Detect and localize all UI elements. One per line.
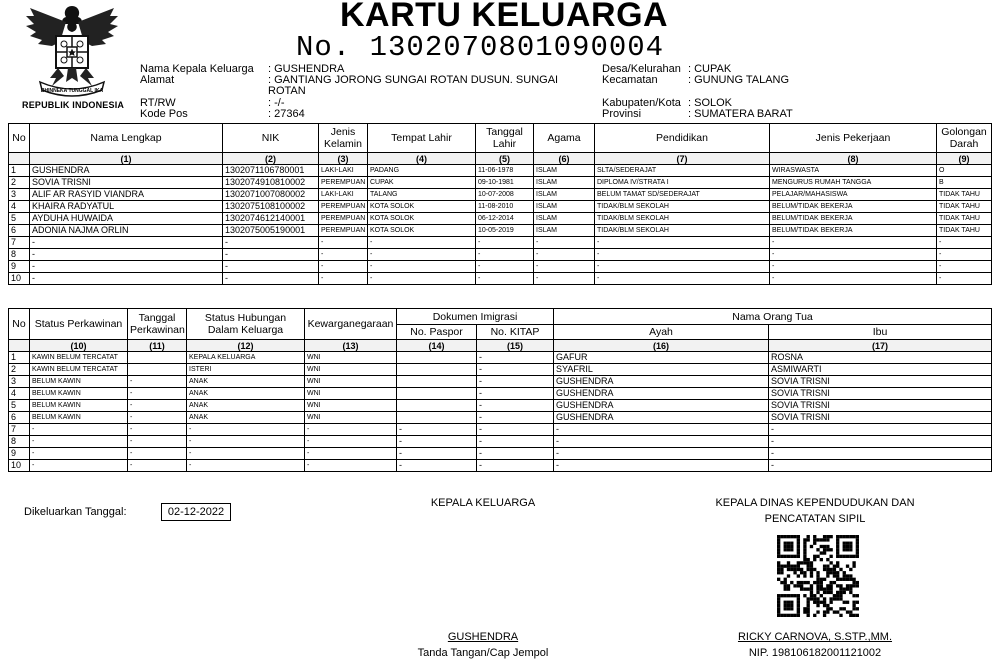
table-cell: SOVIA TRISNI: [769, 388, 992, 400]
table-cell: ISTERI: [187, 364, 305, 376]
table-cell: -: [30, 249, 223, 261]
table-cell: WIRASWASTA: [770, 165, 937, 177]
table-row: [9, 201, 992, 213]
kepala-keluarga-title: KEPALA KELUARGA: [430, 497, 536, 509]
table-cell: [397, 352, 477, 364]
table-cell: -: [397, 436, 477, 448]
index-label: (4): [368, 153, 476, 165]
table-cell: 1302071106780001: [223, 165, 319, 177]
index-label: (15): [477, 340, 554, 352]
table-cell: BELUM/TIDAK BEKERJA: [770, 201, 937, 213]
table-cell: -: [223, 273, 319, 285]
dinas-official-name: RICKY CARNOVA, S.STP.,MM.: [737, 631, 893, 643]
table-cell: ISLAM: [534, 213, 595, 225]
table-cell: -: [595, 273, 770, 285]
table-cell: -: [554, 424, 769, 436]
table-cell: [397, 376, 477, 388]
table-cell: -: [368, 261, 476, 273]
table-cell: SOVIA TRISNI: [769, 376, 992, 388]
table-cell: -: [319, 237, 368, 249]
table-cell: -: [187, 460, 305, 472]
value-kode-pos: : 27364: [268, 108, 305, 120]
col-kewarganegaraan: Kewarganegaraan: [305, 309, 397, 340]
table-cell: -: [769, 460, 992, 472]
table-cell: PEREMPUAN: [319, 225, 368, 237]
table-cell: BELUM KAWIN: [30, 388, 128, 400]
table-cell: 1: [9, 165, 30, 177]
table-cell: 1: [9, 352, 30, 364]
table-cell: 8: [9, 249, 30, 261]
col-status-perkawinan: Status Perkawinan: [30, 309, 128, 340]
table-cell: 6: [9, 412, 30, 424]
table-cell: ISLAM: [534, 189, 595, 201]
dinas-title-line1: KEPALA DINAS KEPENDUDUKAN DAN: [715, 497, 915, 509]
table-cell: TIDAK TAHU: [937, 201, 992, 213]
table-cell: -: [476, 261, 534, 273]
table-cell: [397, 364, 477, 376]
table-cell: -: [769, 448, 992, 460]
col-nama-orang-tua: Nama Orang Tua: [554, 309, 992, 325]
col-jenis-pekerjaan: Jenis Pekerjaan: [770, 124, 937, 153]
col-no: No: [9, 309, 30, 340]
table-cell: LAKI-LAKI: [319, 165, 368, 177]
table-cell: 1302071007080002: [223, 189, 319, 201]
table-cell: PEREMPUAN: [319, 177, 368, 189]
table-cell: 06-12-2014: [476, 213, 534, 225]
document-title: KARTU KELUARGA: [340, 0, 669, 34]
table-row: [9, 352, 992, 364]
table-cell: -: [477, 388, 554, 400]
value-kecamatan: : GUNUNG TALANG: [688, 74, 790, 86]
table-row: [9, 364, 992, 376]
table-cell: -: [305, 448, 397, 460]
table-cell: 8: [9, 436, 30, 448]
index-label: (13): [305, 340, 397, 352]
col-ibu: Ibu: [769, 325, 992, 340]
table-cell: 5: [9, 400, 30, 412]
table-row: [9, 412, 992, 424]
table-cell: -: [30, 261, 223, 273]
index-label: (11): [128, 340, 187, 352]
table-cell: 7: [9, 237, 30, 249]
table-cell: -: [187, 424, 305, 436]
table-cell: PEREMPUAN: [319, 213, 368, 225]
table-cell: 09-10-1981: [476, 177, 534, 189]
table-cell: 10-07-2008: [476, 189, 534, 201]
table-cell: ISLAM: [534, 165, 595, 177]
col-no-kitap: No. KITAP: [477, 325, 554, 340]
table-cell: TIDAK TAHU: [937, 189, 992, 201]
table-cell: BELUM KAWIN: [30, 400, 128, 412]
table-cell: -: [397, 460, 477, 472]
table-cell: -: [128, 400, 187, 412]
table-cell: -: [477, 448, 554, 460]
table-cell: ROSNA: [769, 352, 992, 364]
table-cell: -: [305, 424, 397, 436]
table-cell: GUSHENDRA: [554, 376, 769, 388]
table-cell: -: [476, 237, 534, 249]
table-cell: KAWIN BELUM TERCATAT: [30, 364, 128, 376]
table-cell: WNI: [305, 352, 397, 364]
table-cell: SYAFRIL: [554, 364, 769, 376]
table-cell: -: [30, 273, 223, 285]
table-cell: BELUM TAMAT SD/SEDERAJAT: [595, 189, 770, 201]
col-tanggal-perkawinan: Tanggal Perkawinan: [128, 309, 187, 340]
table-cell: BELUM/TIDAK BEKERJA: [770, 213, 937, 225]
table-cell: ANAK: [187, 400, 305, 412]
table-cell: TALANG: [368, 189, 476, 201]
value-desa: : CUPAK: [688, 63, 732, 75]
table-row: [9, 261, 992, 273]
table-cell: [397, 412, 477, 424]
label-kecamatan: Kecamatan: [602, 74, 658, 86]
table-cell: -: [476, 273, 534, 285]
table-cell: TIDAK/BLM SEKOLAH: [595, 225, 770, 237]
table-cell: 11-06-1978: [476, 165, 534, 177]
label-provinsi: Provinsi: [602, 108, 642, 120]
table-cell: -: [770, 249, 937, 261]
table-cell: 10: [9, 273, 30, 285]
table-row: [9, 177, 992, 189]
table-row: [9, 424, 992, 436]
table-cell: [128, 364, 187, 376]
table-cell: ASMIWARTI: [769, 364, 992, 376]
label-rt-rw: RT/RW: [140, 97, 176, 109]
qr-code-icon: [777, 535, 859, 617]
table-row: [9, 376, 992, 388]
value-rt-rw: : -/-: [268, 97, 285, 109]
table-cell: KEPALA KELUARGA: [187, 352, 305, 364]
table-cell: -: [770, 237, 937, 249]
table-cell: -: [397, 448, 477, 460]
issued-label: Dikeluarkan Tanggal:: [24, 506, 127, 518]
table-cell: GUSHENDRA: [30, 165, 223, 177]
table-row: [9, 165, 992, 177]
emblem-motto: BHINNEKA TUNGGAL IKA: [40, 88, 104, 94]
table-cell: ISLAM: [534, 201, 595, 213]
table-cell: -: [477, 364, 554, 376]
table-cell: KOTA SOLOK: [368, 225, 476, 237]
table-cell: BELUM KAWIN: [30, 376, 128, 388]
table-cell: ANAK: [187, 412, 305, 424]
table-cell: -: [223, 261, 319, 273]
index-label: (9): [937, 153, 992, 165]
table-cell: 10-05-2019: [476, 225, 534, 237]
table-cell: -: [477, 424, 554, 436]
table-cell: -: [30, 460, 128, 472]
table-cell: -: [368, 273, 476, 285]
table-cell: 10: [9, 460, 30, 472]
table-cell: ISLAM: [534, 225, 595, 237]
table-cell: -: [223, 249, 319, 261]
index-label: (12): [187, 340, 305, 352]
table-cell: -: [128, 460, 187, 472]
table-cell: -: [187, 448, 305, 460]
table-cell: KAWIN BELUM TERCATAT: [30, 352, 128, 364]
label-desa: Desa/Kelurahan: [602, 63, 681, 75]
value-kepala-keluarga: : GUSHENDRA: [268, 63, 345, 75]
value-provinsi: : SUMATERA BARAT: [688, 108, 793, 120]
dinas-official-nip: NIP. 198106182001121002: [748, 647, 882, 659]
table-cell: GUSHENDRA: [554, 412, 769, 424]
col-nik: NIK: [223, 124, 319, 153]
table-cell: LAKI-LAKI: [319, 189, 368, 201]
table-cell: -: [128, 412, 187, 424]
col-ayah: Ayah: [554, 325, 769, 340]
table-cell: -: [477, 412, 554, 424]
table-cell: -: [319, 261, 368, 273]
col-no: No: [9, 124, 30, 153]
table-cell: 1302075108100002: [223, 201, 319, 213]
table-row: [9, 388, 992, 400]
table-cell: 4: [9, 388, 30, 400]
table-cell: -: [128, 424, 187, 436]
value-alamat: : GANTIANG JORONG SUNGAI ROTAN DUSUN. SUNGAI ROTAN: [268, 74, 559, 97]
index-label: (5): [476, 153, 534, 165]
table-row: [9, 213, 992, 225]
table-cell: [397, 400, 477, 412]
table-cell: -: [128, 388, 187, 400]
table-cell: TIDAK/BLM SEKOLAH: [595, 201, 770, 213]
index-label: (6): [534, 153, 595, 165]
table-cell: 6: [9, 225, 30, 237]
table-cell: 9: [9, 448, 30, 460]
col-no-paspor: No. Paspor: [397, 325, 477, 340]
col-pendidikan: Pendidikan: [595, 124, 770, 153]
table-cell: -: [534, 249, 595, 261]
col-nama-lengkap: Nama Lengkap: [30, 124, 223, 153]
table-cell: KHAIRA RADYATUL: [30, 201, 223, 213]
table-cell: PEREMPUAN: [319, 201, 368, 213]
col-agama: Agama: [534, 124, 595, 153]
table-cell: SOVIA TRISNI: [769, 400, 992, 412]
table-cell: AYDUHA HUWAIDA: [30, 213, 223, 225]
table-cell: -: [319, 273, 368, 285]
table-cell: -: [368, 249, 476, 261]
table-cell: WNI: [305, 364, 397, 376]
table-cell: -: [128, 376, 187, 388]
table-cell: KOTA SOLOK: [368, 201, 476, 213]
table-cell: -: [937, 237, 992, 249]
table-cell: 7: [9, 424, 30, 436]
col-status-hubungan: Status Hubungan Dalam Keluarga: [187, 309, 305, 340]
country-label: REPUBLIK INDONESIA: [22, 100, 125, 110]
table-cell: GUSHENDRA: [554, 400, 769, 412]
label-kode-pos: Kode Pos: [140, 108, 188, 120]
table-cell: -: [397, 424, 477, 436]
table-cell: SOVIA TRISNI: [30, 177, 223, 189]
index-label: (14): [397, 340, 477, 352]
table-cell: 3: [9, 376, 30, 388]
table-cell: WNI: [305, 376, 397, 388]
col-dokumen-imigrasi: Dokumen Imigrasi: [397, 309, 554, 325]
table-cell: 1302074910810002: [223, 177, 319, 189]
label-kabupaten: Kabupaten/Kota: [602, 97, 681, 109]
table-row: [9, 189, 992, 201]
table-cell: -: [534, 273, 595, 285]
table-cell: ANAK: [187, 388, 305, 400]
table-cell: TIDAK TAHU: [937, 225, 992, 237]
table-row: [9, 436, 992, 448]
index-label: (3): [319, 153, 368, 165]
table-cell: 2: [9, 177, 30, 189]
table-cell: -: [128, 436, 187, 448]
table-row: [9, 460, 992, 472]
index-label: (17): [769, 340, 992, 352]
table-cell: [128, 352, 187, 364]
col-tempat-lahir: Tempat Lahir: [368, 124, 476, 153]
table-cell: -: [937, 261, 992, 273]
table-cell: -: [769, 436, 992, 448]
family-members-table: [8, 123, 992, 285]
table-cell: KOTA SOLOK: [368, 213, 476, 225]
table-cell: BELUM/TIDAK BEKERJA: [770, 225, 937, 237]
table-cell: -: [319, 249, 368, 261]
table-cell: -: [534, 261, 595, 273]
table-cell: ALIF AR RASYID VIANDRA: [30, 189, 223, 201]
table-cell: -: [476, 249, 534, 261]
table-row: [9, 249, 992, 261]
table-cell: TIDAK TAHU: [937, 213, 992, 225]
table-cell: -: [554, 448, 769, 460]
table-cell: -: [305, 436, 397, 448]
table-cell: B: [937, 177, 992, 189]
table-cell: -: [595, 249, 770, 261]
table-cell: -: [477, 436, 554, 448]
table-cell: SLTA/SEDERAJAT: [595, 165, 770, 177]
table-cell: -: [769, 424, 992, 436]
table-row: [9, 273, 992, 285]
signature-caption: Tanda Tangan/Cap Jempol: [417, 647, 549, 659]
table-cell: -: [770, 261, 937, 273]
table-cell: SOVIA TRISNI: [769, 412, 992, 424]
table-row: [9, 237, 992, 249]
col-jenis-kelamin: Jenis Kelamin: [319, 124, 368, 153]
table-cell: 11-08-2010: [476, 201, 534, 213]
table-cell: [397, 388, 477, 400]
table-cell: -: [937, 249, 992, 261]
table-cell: BELUM KAWIN: [30, 412, 128, 424]
index-label: (8): [770, 153, 937, 165]
table-cell: TIDAK/BLM SEKOLAH: [595, 213, 770, 225]
table-cell: -: [223, 237, 319, 249]
table-cell: ISLAM: [534, 177, 595, 189]
index-label: (16): [554, 340, 769, 352]
table-cell: PADANG: [368, 165, 476, 177]
table-cell: -: [30, 237, 223, 249]
table-cell: GUSHENDRA: [554, 388, 769, 400]
table-cell: CUPAK: [368, 177, 476, 189]
table-cell: -: [368, 237, 476, 249]
value-kabupaten: : SOLOK: [688, 97, 733, 109]
table-cell: -: [477, 400, 554, 412]
table-cell: WNI: [305, 400, 397, 412]
table-cell: -: [595, 261, 770, 273]
table-cell: -: [595, 237, 770, 249]
table-cell: 5: [9, 213, 30, 225]
table-cell: -: [30, 436, 128, 448]
table-cell: WNI: [305, 412, 397, 424]
kepala-keluarga-name: GUSHENDRA: [447, 631, 519, 643]
index-label: (1): [30, 153, 223, 165]
table-cell: -: [554, 436, 769, 448]
table-row: [9, 448, 992, 460]
table-cell: MENGURUS RUMAH TANGGA: [770, 177, 937, 189]
index-label: (10): [30, 340, 128, 352]
table-cell: -: [30, 424, 128, 436]
table-cell: -: [477, 460, 554, 472]
table-cell: -: [534, 237, 595, 249]
index-label: (7): [595, 153, 770, 165]
table-cell: -: [477, 376, 554, 388]
col-golongan-darah: Golongan Darah: [937, 124, 992, 153]
table-cell: 2: [9, 364, 30, 376]
table-cell: -: [305, 460, 397, 472]
table-cell: 9: [9, 261, 30, 273]
garuda-emblem-icon: [22, 2, 122, 100]
col-tanggal-lahir: Tanggal Lahir: [476, 124, 534, 153]
family-status-table: [8, 308, 992, 472]
table-cell: -: [30, 448, 128, 460]
table-cell: -: [477, 352, 554, 364]
table-cell: 4: [9, 201, 30, 213]
table-cell: PELAJAR/MAHASISWA: [770, 189, 937, 201]
document-number: No. 1302070801090004: [296, 31, 665, 64]
label-kepala-keluarga: Nama Kepala Keluarga: [140, 63, 254, 75]
table-cell: DIPLOMA IV/STRATA I: [595, 177, 770, 189]
issued-date: 02-12-2022: [161, 503, 231, 521]
table-cell: -: [937, 273, 992, 285]
table-cell: -: [554, 460, 769, 472]
table-cell: GAFUR: [554, 352, 769, 364]
table-cell: 1302074612140001: [223, 213, 319, 225]
index-label: (2): [223, 153, 319, 165]
table-cell: -: [770, 273, 937, 285]
table-cell: WNI: [305, 388, 397, 400]
table-row: [9, 400, 992, 412]
table-cell: 1302075005190001: [223, 225, 319, 237]
dinas-title-line2: PENCATATAN SIPIL: [764, 513, 866, 525]
table-cell: ANAK: [187, 376, 305, 388]
table-row: [9, 225, 992, 237]
table-cell: O: [937, 165, 992, 177]
table-cell: 3: [9, 189, 30, 201]
table-cell: ADONIA NAJMA ORLIN: [30, 225, 223, 237]
table-cell: -: [128, 448, 187, 460]
table-cell: -: [187, 436, 305, 448]
label-alamat: Alamat: [140, 74, 175, 86]
